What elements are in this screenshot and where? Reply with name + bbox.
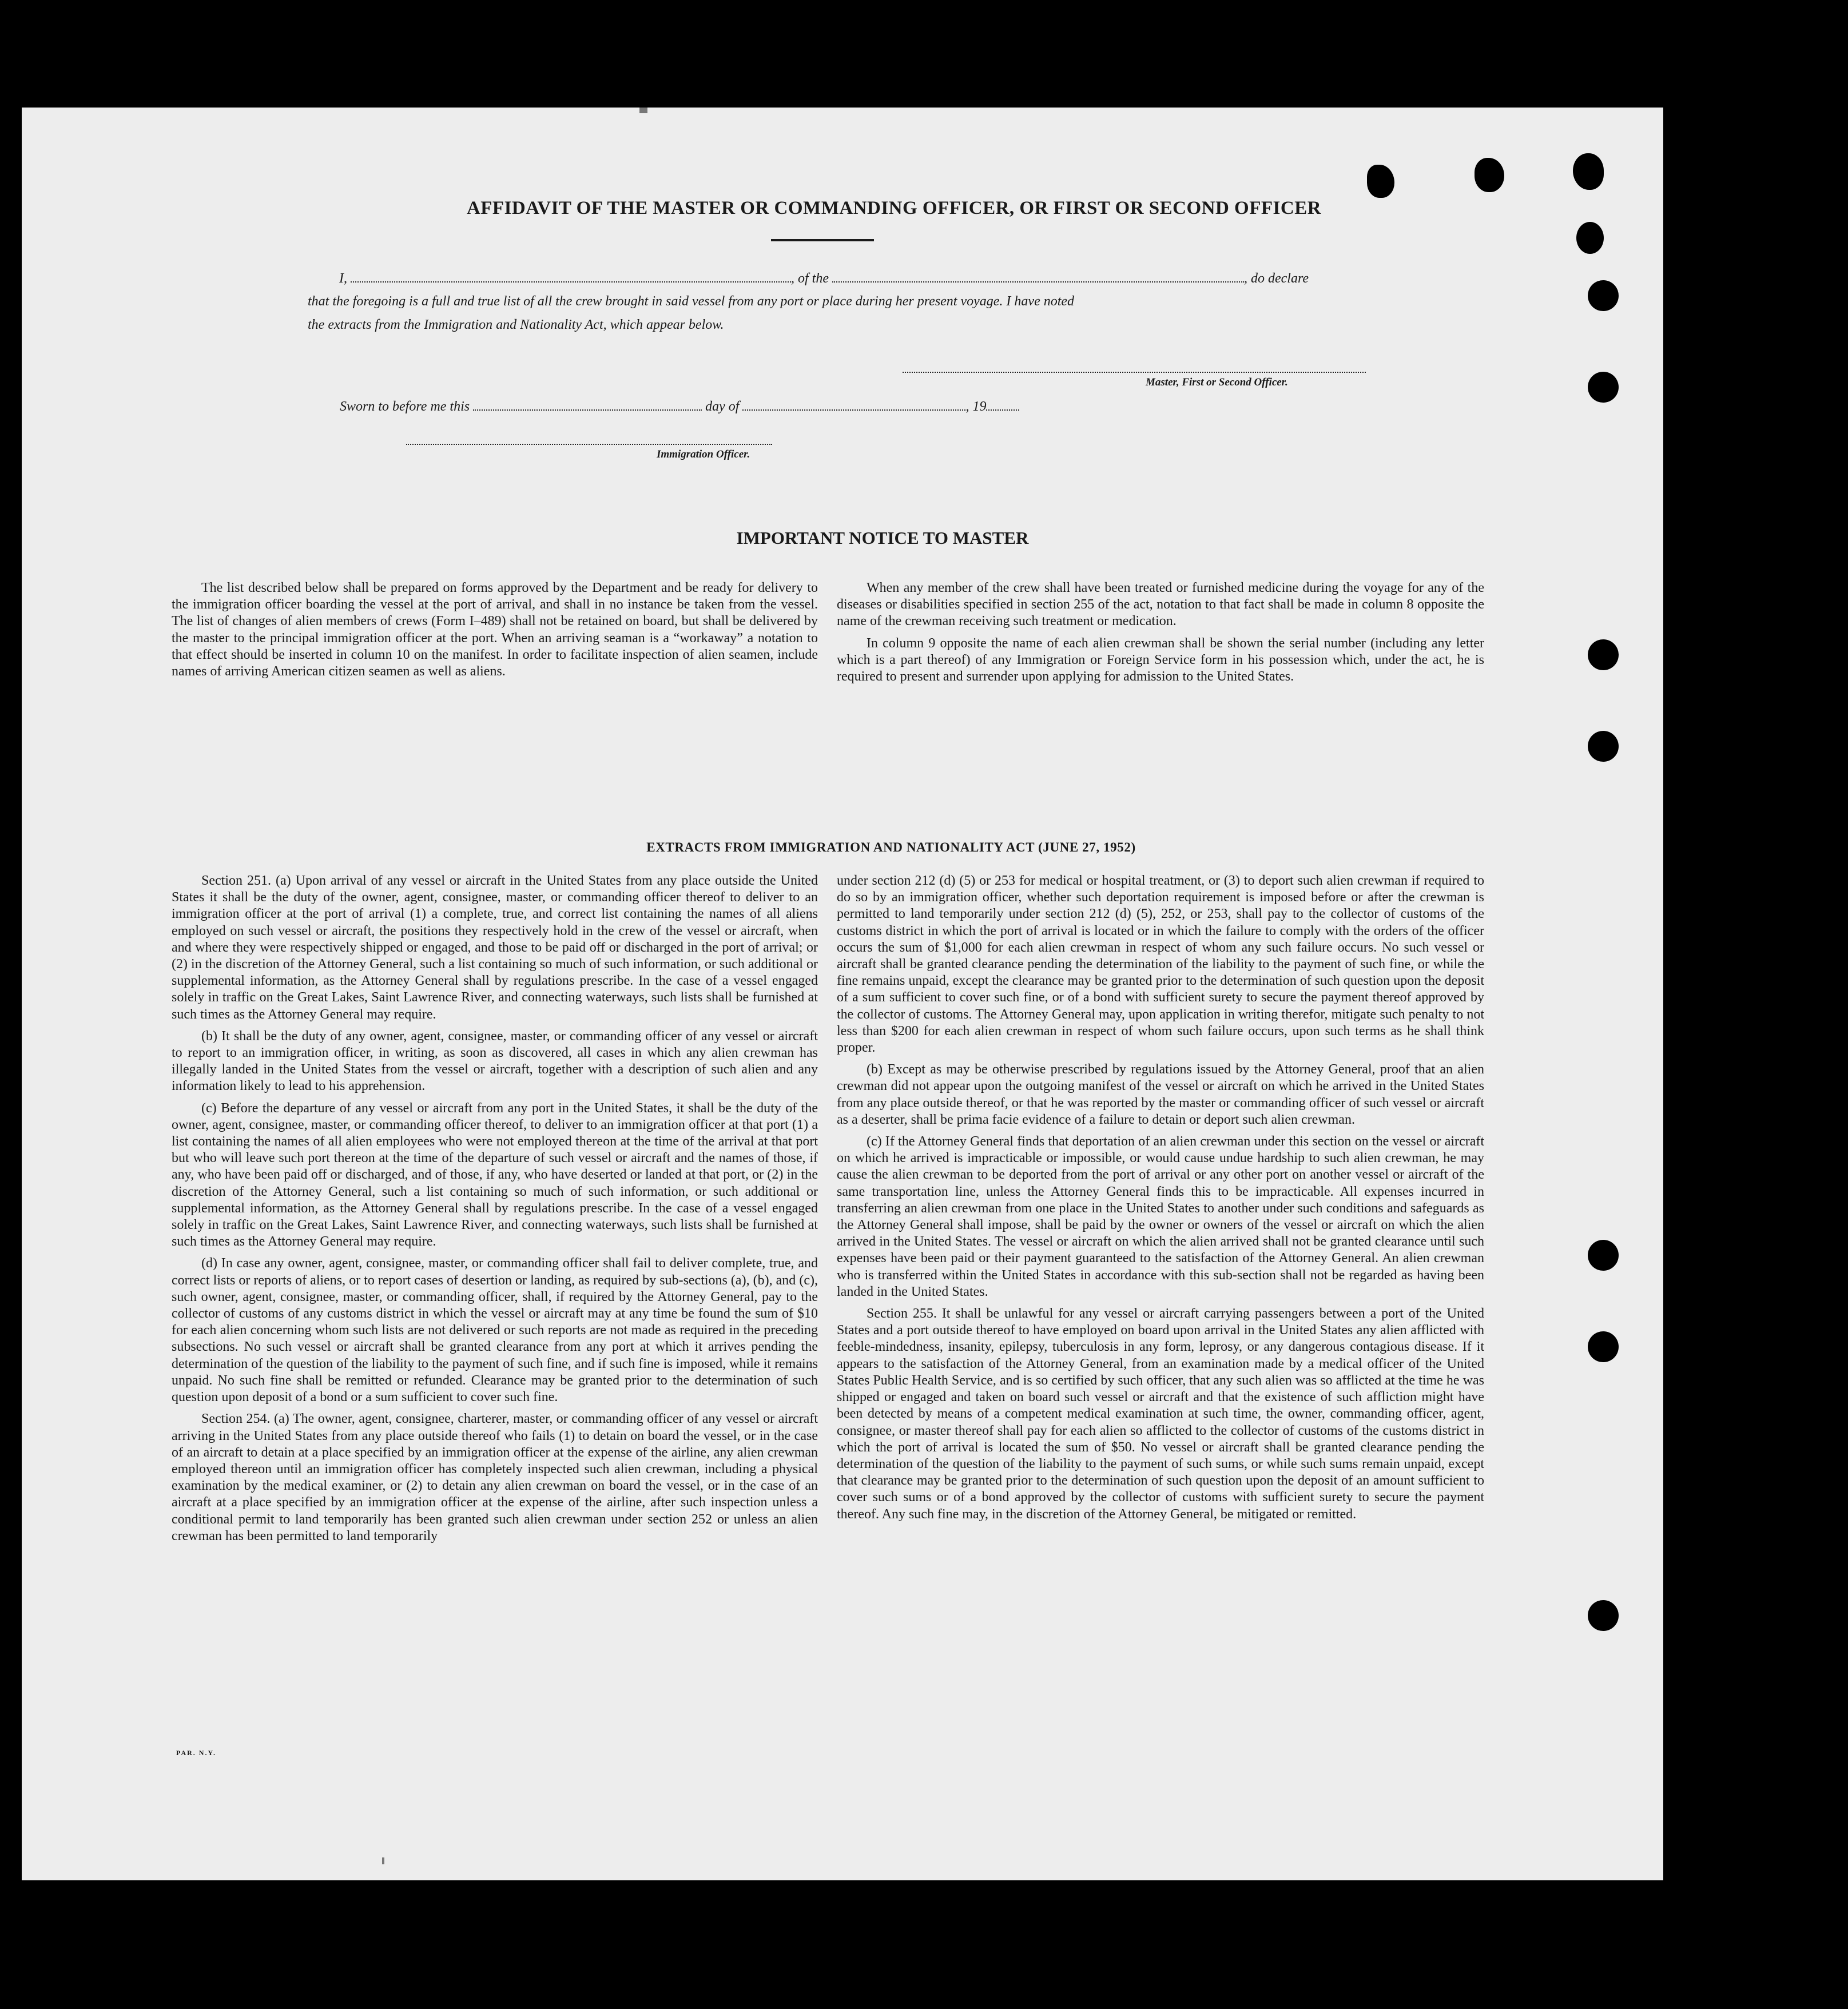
section-254a: Section 254. (a) The owner, agent, consignee, charterer, master, or commanding officer of any vessel or aircraft arriving in the United States from any place outside thereof who fails (1) to detain on board the vessel, or in the case of an aircraft to detain at a place specified by an immigration officer at the expense of the airline, any alien crewman employed thereon until an immigration officer has completely inspected such alien crewman, including a physical examination by the medical examiner, or (2) to detain any alien crewman on board the vessel, or in the case of an aircraft at a place specified by an immigration officer at the expense of the airline, after such inspection unless a conditional permit to land temporarily has been granted such alien crewman under section 252 or unless an alien crewman has been permitted to land temporarily (172, 1411, 818, 1543)
section-254b: (b) Except as may be otherwise prescribed by regulations issued by the Attorney General, proof that an alien crewman did not appear upon the outgoing manifest of the vessel or aircraft on which he arrived in the United States from any place outside thereof, or that he was reported by the master or commanding officer of such vessel or aircraft as a deserter, shall be prima facie evidence of a failure to detain or deport such alien crewman. (837, 1062, 1484, 1127)
scan-speck (382, 1857, 384, 1864)
title-rule (771, 239, 874, 241)
declare-i: I, (339, 271, 347, 286)
section-251b: (b) It shall be the duty of any owner, agent, consignee, master, or commanding officer of any vessel or aircraft to report to an immigration officer, in writing, as soon as discovered, all cases in which any alien crewman has illegally landed in the United States from the vessel or aircraft, together with a description of such alien and any information likely to lead to his apprehension. (172, 1028, 818, 1094)
name-field[interactable] (351, 270, 791, 283)
punch-hole-9 (1588, 1240, 1619, 1271)
section-251c: (c) Before the departure of any vessel or aircraft from any port in the United States, it shall be the duty of the owner, agent, consignee, master, or commanding officer thereof, to deliver to an immigration officer at that port (1) a list containing the names of all alien employees who were not employed thereon at the time of the arrival at that port but who will leave such port thereon at the time of the departure of such vessel or aircraft and the names of those, if any, who have been paid off or discharged, and of those, if any, who have deserted or landed at that port, or (2) in the discretion of the Attorney General, such a list containing so much of such information, or such additional or supplemental information, as the Attorney General shall by regulations prescribe. In the case of a vessel engaged solely in traffic on the Great Lakes, Saint Lawrence River, and connecting waterways, such lists shall be furnished at such times as the Attorney General may require. (172, 1100, 818, 1250)
notice-right-paragraph: When any member of the crew shall have been treated or furnished medicine during the voyage for any of the diseases or disabilities specified in section 255 of the act, notation to that fact shall be made in column 8 opposite the name of the crewman receiving such treatment or medication. (837, 580, 1484, 629)
section-255: Section 255. It shall be unlawful for any vessel or aircraft carrying passengers between a port of the United States and a port outside thereof to have employed on board upon arrival in the United States any alien afflicted with feeble-mindedness, insanity, epilepsy, tuberculosis in any form, leprosy, or any dangerous contagious disease. If it appears to the satisfaction of the Attorney General, from an examination made by a medical officer of the United States Public Health Service, and is so certified by such officer, that any such alien was so afflicted at the time he was shipped or engaged and taken on board such vessel or aircraft and that the existence of such affliction might have been detected by means of a competent medical examination at such time, the owner, commanding officer, agent, consignee, or master thereof shall pay for each alien so afflicted to the collector of customs of the customs district in which the port of arrival is located the sum of $50. No vessel or aircraft shall be granted clearance pending the determination of the question of the liability to the payment of such sums, or while such sums remain unpaid, except that clearance may be granted prior to the determination of such question upon the deposit of an amount sufficient to cover such sums or of a bond approved by the collector of customs with sufficient surety to secure the payment thereof. Any such fine may, in the discretion of the Attorney General, be mitigated or remitted. (837, 1306, 1484, 1522)
document-page (22, 108, 1663, 1880)
affidavit-title: AFFIDAVIT OF THE MASTER OR COMMANDING OFFICER, OR FIRST OR SECOND OFFICER (466, 198, 1322, 218)
extracts-left-column (172, 873, 818, 1550)
immigration-officer-label: Immigration Officer. (657, 448, 750, 460)
extracts-title: EXTRACTS FROM IMMIGRATION AND NATIONALITY ACT (JUNE 27, 1952) (646, 840, 1136, 854)
punch-hole-4 (1576, 222, 1604, 254)
declaration-line-3: the extracts from the Immigration and Nationality Act, which appear below. (308, 317, 724, 332)
declaration-line-1 (339, 270, 1309, 287)
immigration-officer-signature-line[interactable] (406, 444, 772, 445)
vessel-field[interactable] (832, 270, 1244, 283)
sworn-month-field[interactable] (742, 398, 965, 411)
punch-hole-1 (1367, 165, 1394, 198)
punch-hole-2 (1475, 158, 1504, 192)
notice-left-paragraph: The list described below shall be prepared on forms approved by the Department and be ready for delivery to the immigration officer boarding the vessel at the port of arrival, and shall in no instance be taken from the vessel. The list of changes of alien members of crews (Form I–489) shall not be retained on board, but shall be delivered by the master to the principal immigration officer at the port. When an arriving seaman is a “workaway” a notation to that effect should be inserted in column 10 on the manifest. In order to facilitate inspection of alien seamen, include names of arriving American citizen seamen as well as aliens. (172, 580, 818, 679)
extracts-right-column (837, 873, 1484, 1528)
sworn-year: , 19 (965, 399, 987, 414)
notice-right-column (837, 580, 1484, 690)
declaration-line-2: that the foregoing is a full and true list of all the crew brought in said vessel from any port or place during her present voyage. I have noted (308, 294, 1075, 309)
section-251a: Section 251. (a) Upon arrival of any vessel or aircraft in the United States from any place outside the United States it shall be the duty of the owner, agent, consignee, master, or commanding officer thereof to deliver to an immigration officer at the port of arrival (1) a complete, true, and correct list containing the names of all aliens employed on such vessel or aircraft, the positions they respectively hold in the crew of the vessel or aircraft, when and where they were respectively shipped or engaged, and those to be paid off or discharged in the port of arrival; or (2) in the discretion of the Attorney General, such a list containing so much of such information, or such additional or supplemental information, as the Attorney General shall by regulations prescribe. In the case of a vessel engaged solely in traffic on the Great Lakes, Saint Lawrence River, and connecting waterways, such lists shall be furnished at such times as the Attorney General may require. (172, 873, 818, 1022)
punch-hole-7 (1588, 639, 1619, 670)
punch-hole-3 (1573, 153, 1604, 190)
punch-hole-8 (1588, 731, 1619, 762)
sworn-line (340, 398, 1019, 415)
notice-title: IMPORTANT NOTICE TO MASTER (736, 528, 1029, 548)
punch-hole-10 (1588, 1331, 1619, 1362)
punch-hole-5 (1588, 280, 1619, 311)
master-signature-line[interactable] (903, 372, 1366, 373)
section-251d: (d) In case any owner, agent, consignee, master, or commanding officer shall fail to deliver complete, true, and correct lists or reports of aliens, or to report cases of desertion or landing, as required by sub-sections (a), (b), and (c), such owner, agent, consignee, master, or commanding officer, shall, if required by the Attorney General, pay to the collector of customs of any customs district in which the vessel or aircraft may at any time be found the sum of $10 for each alien concerning whom such lists are not delivered or such reports are not made as required in the preceding subsections. No such vessel or aircraft shall be granted clearance from any port at which it arrives pending the determination of the question of the liability to the payment of such fine, and if such fine is imposed, while it remains unpaid. No such fine shall be remitted or refunded. Clearance may be granted prior to the determination of such question upon deposit of a bond or a sum sufficient to cover such fine. (172, 1256, 818, 1405)
punch-hole-11 (1588, 1600, 1619, 1631)
sworn-year-field[interactable] (986, 398, 1019, 411)
declare-of-the: , of the (791, 271, 829, 286)
scan-speck (639, 108, 647, 113)
section-254a-continued: under section 212 (d) (5) or 253 for medical or hospital treatment, or (3) to deport such alien crewman if required to do so by an immigration officer, whether such deportation requirement is imposed before or after the crewman is permitted to land temporarily under section 212 (d) (5), 252, or 253, shall pay to the collector of customs of the customs district in which the port of arrival is located or in which the failure to comply with the orders of the officer occurs the sum of $1,000 for each alien crewman in respect of whom any such failure occurs. No such vessel or aircraft shall be granted clearance pending the determination of the liability to the payment of such fine, or while the fine remains unpaid, except the clearance may be granted prior to the determination of such question upon the deposit of a sum sufficient to cover such fine, or of a bond with sufficient surety to secure the payment thereof approved by the collector of customs. The Attorney General may, upon application in writing therefor, mitigate such penalty to not less than $200 for each alien crewman in respect of whom such failure occurs, upon such terms as he shall think proper. (837, 873, 1484, 1056)
sworn-date-field[interactable] (473, 398, 702, 411)
sworn-day-of: day of (705, 399, 740, 414)
printer-mark: PAR. N.Y. (176, 1749, 217, 1757)
sworn-prefix: Sworn to before me this (340, 399, 470, 414)
notice-left-column (172, 580, 818, 685)
notice-right-paragraph: In column 9 opposite the name of each alien crewman shall be shown the serial number (including any letter which is a part thereof) of any Immigration or Foreign Service form in his possession which, under the act, he is required to present and surrender upon applying for admission to the United States. (837, 635, 1484, 685)
section-254c: (c) If the Attorney General finds that deportation of an alien crewman under this section on the vessel or aircraft on which he arrived is impracticable or impossible, or would cause undue hardship to such alien crewman, he may cause the alien crewman to be deported from the port of arrival or any other port on another vessel or aircraft of the same transportation line, unless the Attorney General finds this to be impracticable. All expenses incurred in transferring an alien crewman from one place in the United States to another under such conditions and safeguards as the Attorney General shall impose, shall be paid by the owner or owners of the vessel or aircraft on which the alien arrived in the United States. The vessel or aircraft on which the alien arrived shall not be granted clearance until such expenses have been paid or their payment guaranteed to the satisfaction of the Attorney General. An alien crewman who is transferred within the United States in accordance with this sub-section shall not be regarded as having been landed in the United States. (837, 1134, 1484, 1299)
declare-do: , do declare (1244, 271, 1309, 286)
punch-hole-6 (1588, 372, 1619, 403)
master-signature-label: Master, First or Second Officer. (1146, 376, 1288, 388)
